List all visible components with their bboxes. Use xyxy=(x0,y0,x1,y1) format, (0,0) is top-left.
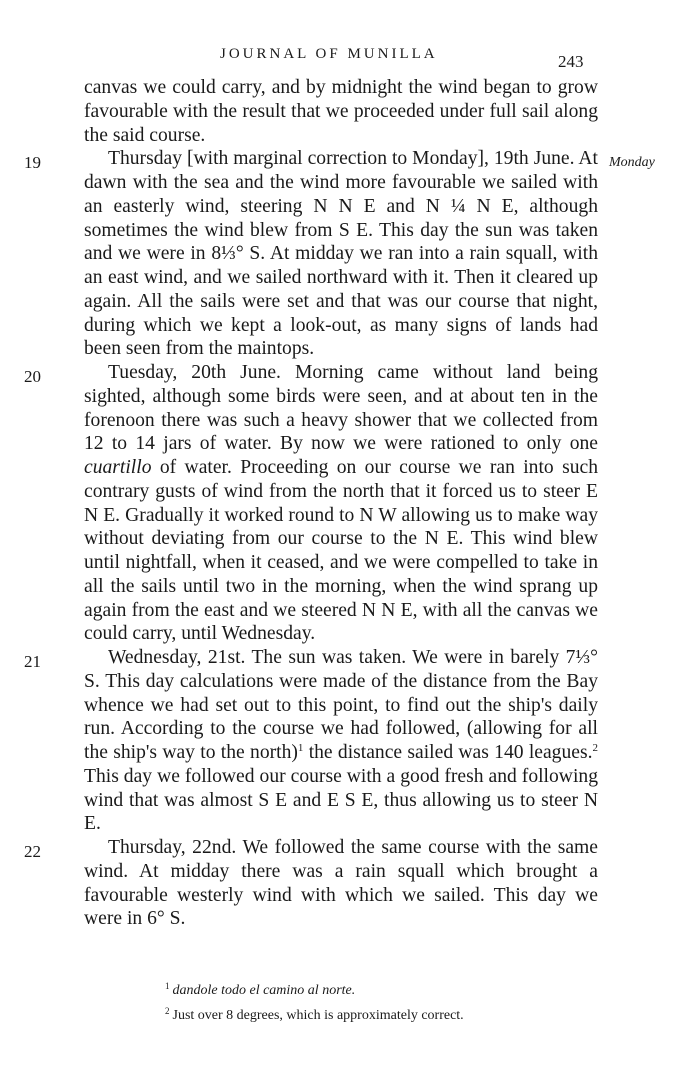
day-marker-20: 20 xyxy=(24,367,41,386)
journal-entry-20 xyxy=(24,361,598,646)
page-number: 243 xyxy=(558,52,584,71)
running-header xyxy=(0,40,684,70)
journal-entry-21 xyxy=(24,646,598,836)
running-head: JOURNAL OF MUNILLA xyxy=(220,46,438,62)
entry-text-20a: Tuesday, 20th June. Morning came without land being sighted, although some birds were seen, and at about ten in the forenoon there was such a heavy shower that we collected from 12 to 14 jars of water. By now we were rationed to only one xyxy=(84,362,598,455)
footnote-2 xyxy=(165,1001,585,1026)
entry-text-21c: This day we followed our course with a good fresh and following wind that was almost S E and E S E, thus allowing us to steer N E. xyxy=(84,765,598,835)
footnote-text-1: dandole todo el camino al norte. xyxy=(172,983,356,998)
margin-note: Monday xyxy=(609,155,655,171)
footnote-1 xyxy=(165,976,585,1001)
entry-text-21b: the distance sailed was 140 leagues. xyxy=(303,742,593,763)
footnote-mark-2: 2 xyxy=(165,1006,170,1016)
footnote-ref-1: 1 xyxy=(297,742,304,754)
footnote-ref-2: 2 xyxy=(592,742,598,754)
journal-entry-19 xyxy=(24,147,655,361)
footnotes xyxy=(165,976,585,1026)
continuation-paragraph: canvas we could carry, and by midnight the wind began to grow favourable with the result that we proceeded under full sail along the said course. xyxy=(84,77,598,146)
footnote-mark-1: 1 xyxy=(165,981,170,991)
entry-text-20b: of water. Proceeding on our course we ran into such contrary gusts of wind from the north that it forced us to steer E N E. Gradually it worked round to N W allowing us to make way without deviating from our course to the N E. This wind blew until nightfall, when it ceased, and we were compelled to take in all the sails until two in the morning, when the wind sprang up again from the east and we steered N N E, with all the canvas we could carry, until Wednesday. xyxy=(84,457,598,645)
entry-text-22: Thursday, 22nd. We followed the same course with the same wind. At midday there was a rain squall which brought a favourable westerly wind with which we sailed. This day we were in 6° S. xyxy=(84,837,598,930)
day-marker-19: 19 xyxy=(24,153,41,173)
journal-text xyxy=(24,76,655,931)
italic-term: cuartillo xyxy=(84,457,152,478)
footnote-text-2: Just over 8 degrees, which is approximately correct. xyxy=(172,1008,464,1023)
entry-text-21a: Wednesday, 21st. The sun was taken. We were in barely 7⅓° S. This day calculations were made of the distance from the Bay whence we had set out to this point, to find out the ship's daily run. According to the course we had followed, (allowing for all the ship's way to the north) xyxy=(84,647,598,763)
entry-text-19: Thursday [with marginal correction to Monday], 19th June. At dawn with the sea and the wind more favourable we sailed with an easterly wind, steering N N E and N ¼ N E, although sometimes the wind blew from S E. This day the sun was taken and we were in 8⅓° S. At midday we ran into a rain squall, with an east wind, and we sailed northward with it. Then it cleared up again. All the sails were set and that was our course that night, during which we kept a look-out, as many signs of lands had been seen from the maintops. xyxy=(84,148,598,360)
day-marker-21: 21 xyxy=(24,652,41,671)
day-marker-22: 22 xyxy=(24,842,41,861)
journal-entry-22 xyxy=(24,836,598,931)
